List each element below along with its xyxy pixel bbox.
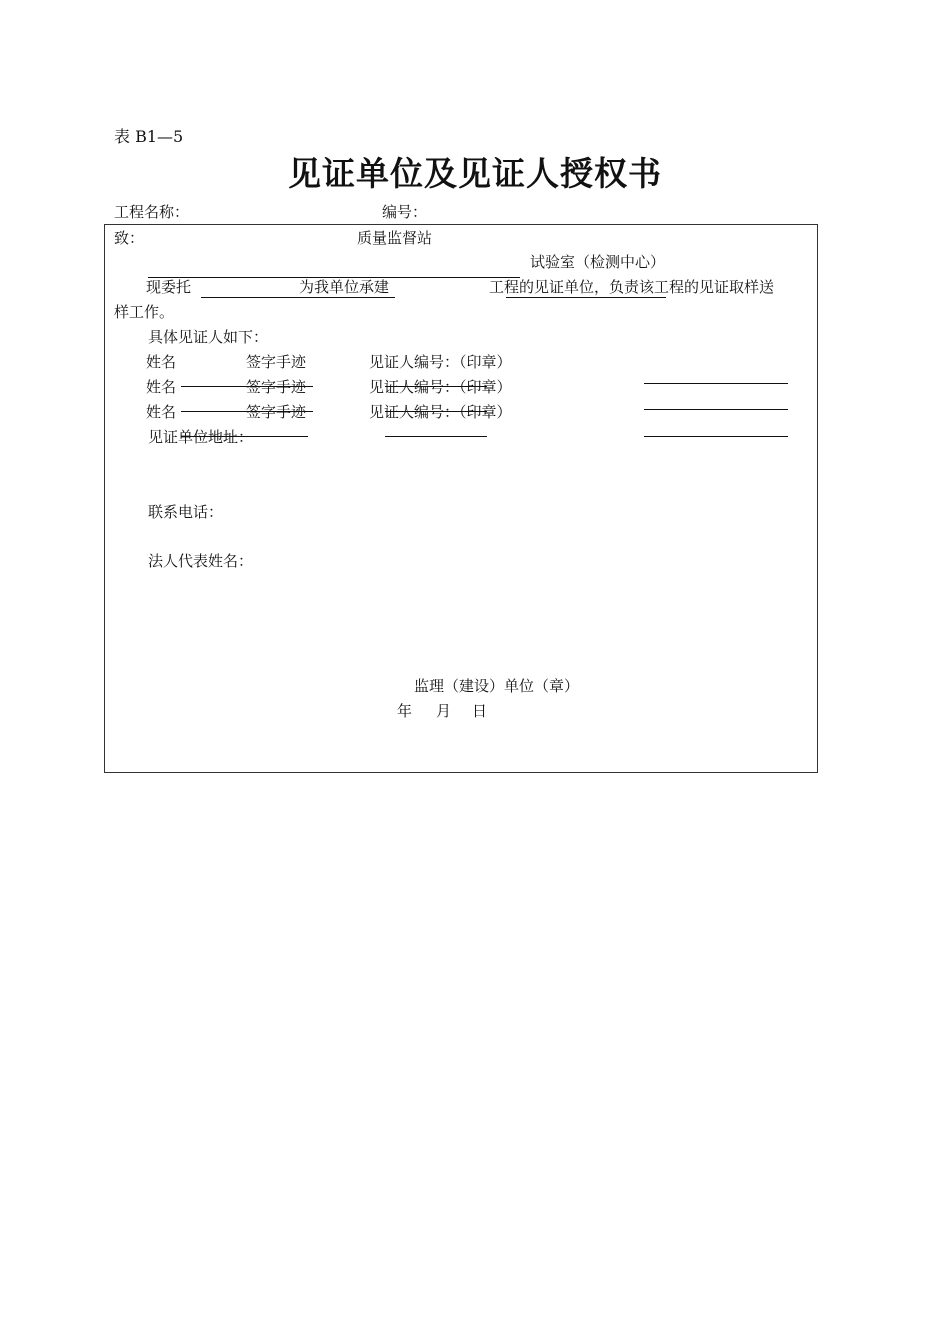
project-blank (506, 297, 666, 298)
witness-name-label: 姓名 (146, 403, 177, 421)
blank-line (385, 411, 487, 412)
day-label: 日 (472, 702, 488, 720)
quality-station-label: 质量监督站 (357, 229, 433, 247)
blank-line (644, 409, 788, 410)
witness-id-label: 见证人编号：（印章） (369, 353, 512, 371)
year-label: 年 (397, 702, 413, 720)
contact-phone-label: 联系电话： (148, 503, 224, 521)
entrust-prefix: 现委托 (146, 278, 192, 296)
to-label: 致： (114, 229, 145, 247)
month-label: 月 (436, 702, 452, 720)
blank-line (181, 411, 313, 412)
legal-representative-label: 法人代表姓名： (148, 552, 254, 570)
project-name-label: 工程名称： (114, 203, 190, 221)
witness-unit-address-label: 见证单位地址： (148, 428, 254, 446)
witness-id-label: 见证人编号：（印章） (369, 378, 512, 396)
blank-line (644, 383, 788, 384)
blank-line (181, 386, 313, 387)
witness-signature-label: 签字手迹 (246, 378, 307, 396)
witness-id-label: 见证人编号：（印章） (369, 403, 512, 421)
blank-line (385, 386, 487, 387)
entrust-suffix: 工程的见证单位，负责该工程的见证取样送 (489, 278, 775, 296)
witness-intro: 具体见证人如下： (148, 328, 269, 346)
form-number: 表 B1—5 (114, 127, 184, 146)
entrust-mid: 为我单位承建 (299, 278, 390, 296)
witness-signature-label: 签字手迹 (246, 403, 307, 421)
blank-line (181, 436, 308, 437)
document-title: 见证单位及见证人授权书 (288, 154, 662, 193)
witness-name-label: 姓名 (146, 378, 177, 396)
serial-number-label: 编号： (382, 203, 428, 221)
witness-name-label: 姓名 (146, 353, 177, 371)
entrust-continuation: 样工作。 (114, 303, 175, 321)
entrusted-unit-blank (201, 297, 395, 298)
witness-signature-label: 签字手迹 (246, 353, 307, 371)
lab-label: 试验室（检测中心） (530, 253, 666, 271)
blank-line (644, 436, 788, 437)
blank-line (385, 436, 487, 437)
seal-label: 监理（建设）单位（章） (414, 677, 580, 695)
